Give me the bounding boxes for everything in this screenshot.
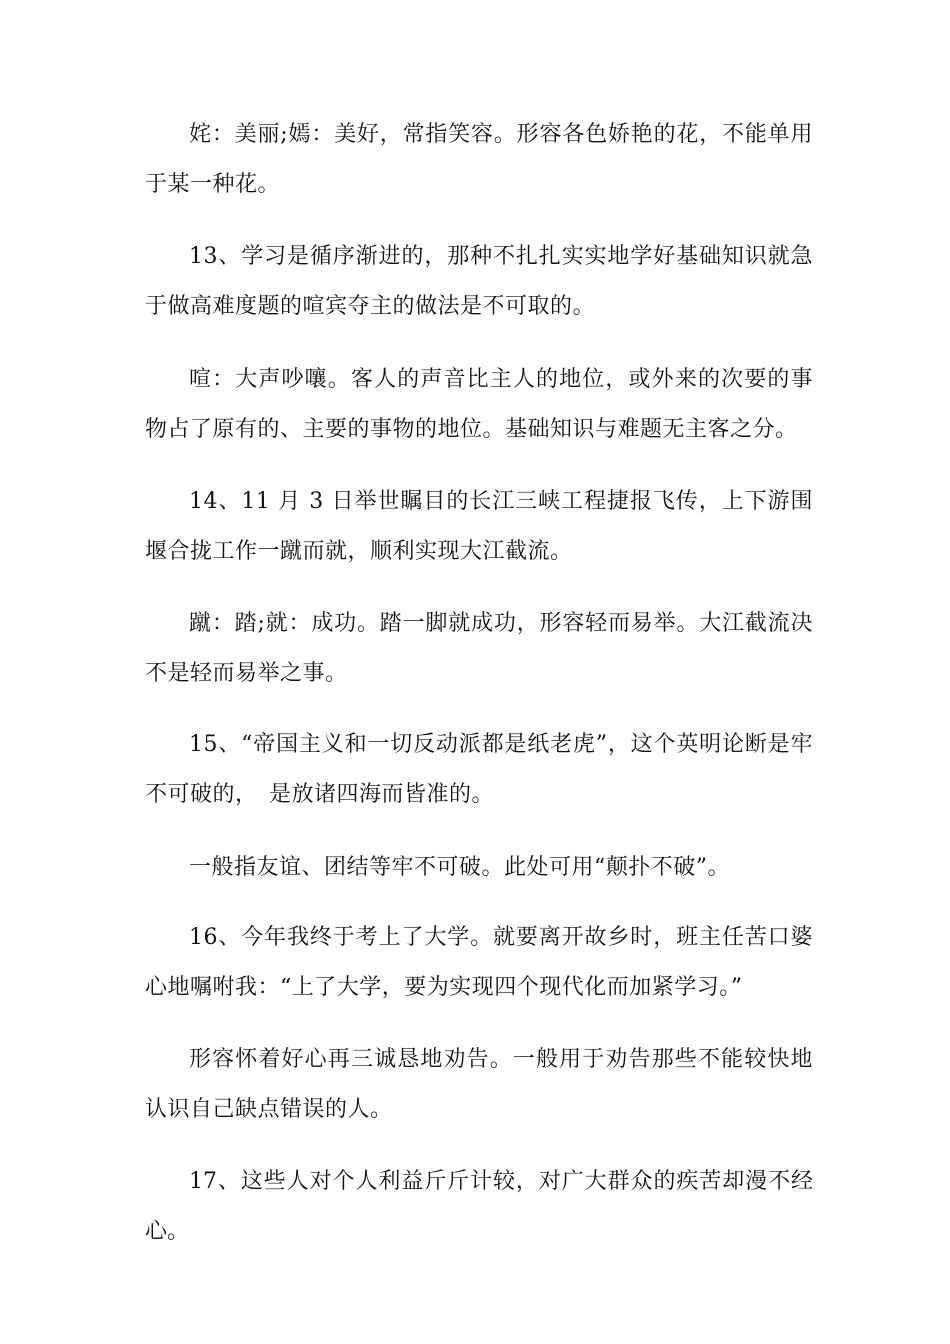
paragraph-7: 一般指友谊、团结等牢不可破。此处可用“颠扑不破”。 bbox=[189, 855, 730, 880]
paragraph-1: 姹：美丽;嫣：美好，常指笑容。形容各色娇艳的花，不能单用于某一种花。 bbox=[145, 122, 813, 197]
paragraph-8: 16、今年我终于考上了大学。就要离开故乡时，班主任苦口婆心地嘱咐我：“上了大学，要为实现四个现代化而加紧学习。” bbox=[145, 925, 813, 1000]
paragraph-9: 形容怀着好心再三诚恳地劝告。一般用于劝告那些不能较快地认识自己缺点错误的人。 bbox=[145, 1047, 813, 1122]
paragraph-3: 喧：大声吵嚷。客人的声音比主人的地位，或外来的次要的事物占了原有的、主要的事物的地位。基础知识与难题无主客之分。 bbox=[145, 367, 813, 442]
paragraph-4: 14、11 月 3 日举世瞩目的长江三峡工程捷报飞传，上下游围堰合拢工作一蹴而就，顺利实现大江截流。 bbox=[145, 489, 813, 564]
paragraph-6: 15、“帝国主义和一切反动派都是纸老虎”，这个英明论断是牢不可破的， 是放诸四海而皆准的。 bbox=[145, 732, 813, 807]
paragraph-5: 蹴：踏;就：成功。踏一脚就成功，形容轻而易举。大江截流决不是轻而易举之事。 bbox=[145, 611, 813, 686]
paragraph-10: 17、这些人对个人利益斤斤计较，对广大群众的疾苦却漫不经心。 bbox=[145, 1169, 813, 1244]
paragraph-2: 13、学习是循序渐进的，那种不扎扎实实地学好基础知识就急于做高难度题的喧宾夺主的做法是不可取的。 bbox=[145, 244, 813, 319]
